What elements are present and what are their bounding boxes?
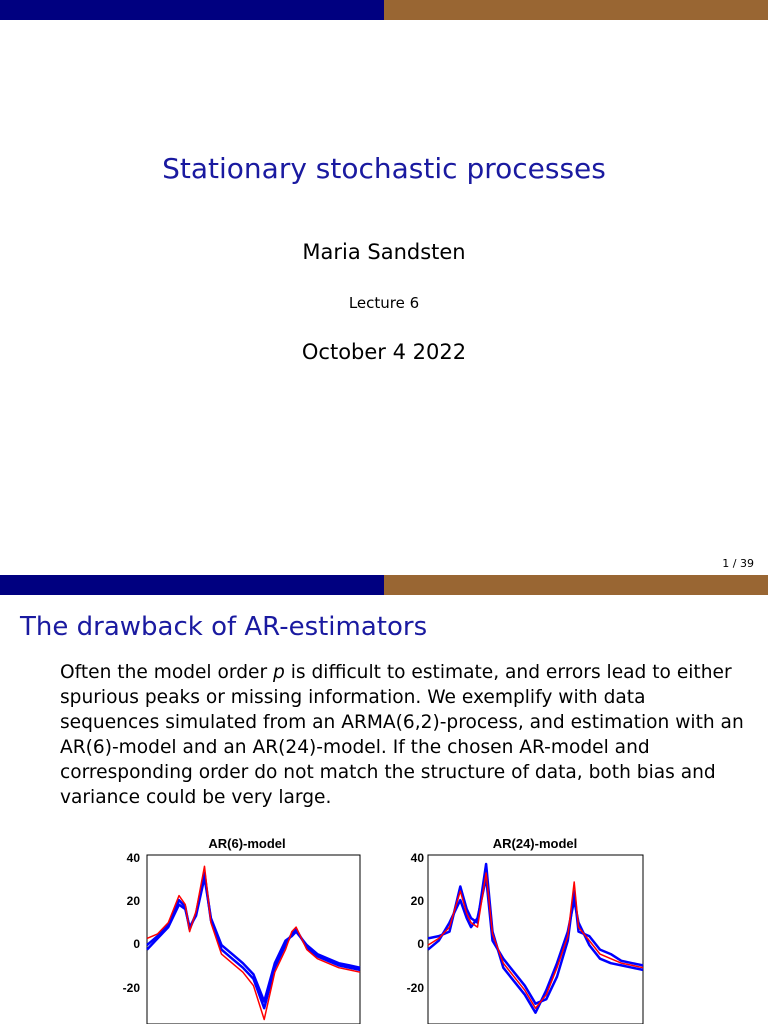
lecture-date: October 4 2022 [301,340,467,364]
lecture-label: Lecture 6 [348,294,420,312]
header-bar-navy [0,0,384,20]
ytick-label: 0 [133,937,140,951]
slide2-header-bar [0,575,768,595]
paragraph-text: Often the model order p is difficult to estimate, and errors lead to either spurious peaks or missing information. We exemplify with data sequences simulated from an ARMA(6,2)-process, and estimation with an AR(6)-model and an AR(24)-model. If the chosen AR-model and corresponding order do not match the structure of data, both bias and variance could be very large. [60,662,744,808]
model-order-symbol: p [273,662,285,683]
page-number: 1 / 39 [722,557,754,570]
ytick-label: 40 [410,851,424,865]
ytick-label: 20 [410,894,424,908]
estimate-line [428,864,643,1013]
slide-title: The drawback of AR-estimators [20,612,428,642]
ytick-label: 0 [417,937,424,951]
presentation-title: Stationary stochastic processes [162,152,606,185]
top-header-bar [0,0,768,20]
ytick-label: 20 [126,894,140,908]
chart-title: AR(6)-model [208,836,286,851]
chart-ar24 [400,834,670,1024]
plot-frame [428,855,643,1024]
author-name: Maria Sandsten [302,240,466,264]
ytick-label: -20 [122,981,140,995]
plot-frame [147,855,360,1024]
chart-ar6 [100,834,370,1024]
header-bar-brown [384,0,768,20]
slide-paragraph [60,660,750,810]
estimate-line [428,878,643,1004]
true-spectrum-line [428,873,643,1008]
chart-title: AR(24)-model [492,836,578,851]
header-bar-navy [0,575,384,595]
ytick-label: -20 [406,981,424,995]
header-bar-brown [384,575,768,595]
true-spectrum-line [147,866,360,1019]
ytick-label: 40 [126,851,140,865]
